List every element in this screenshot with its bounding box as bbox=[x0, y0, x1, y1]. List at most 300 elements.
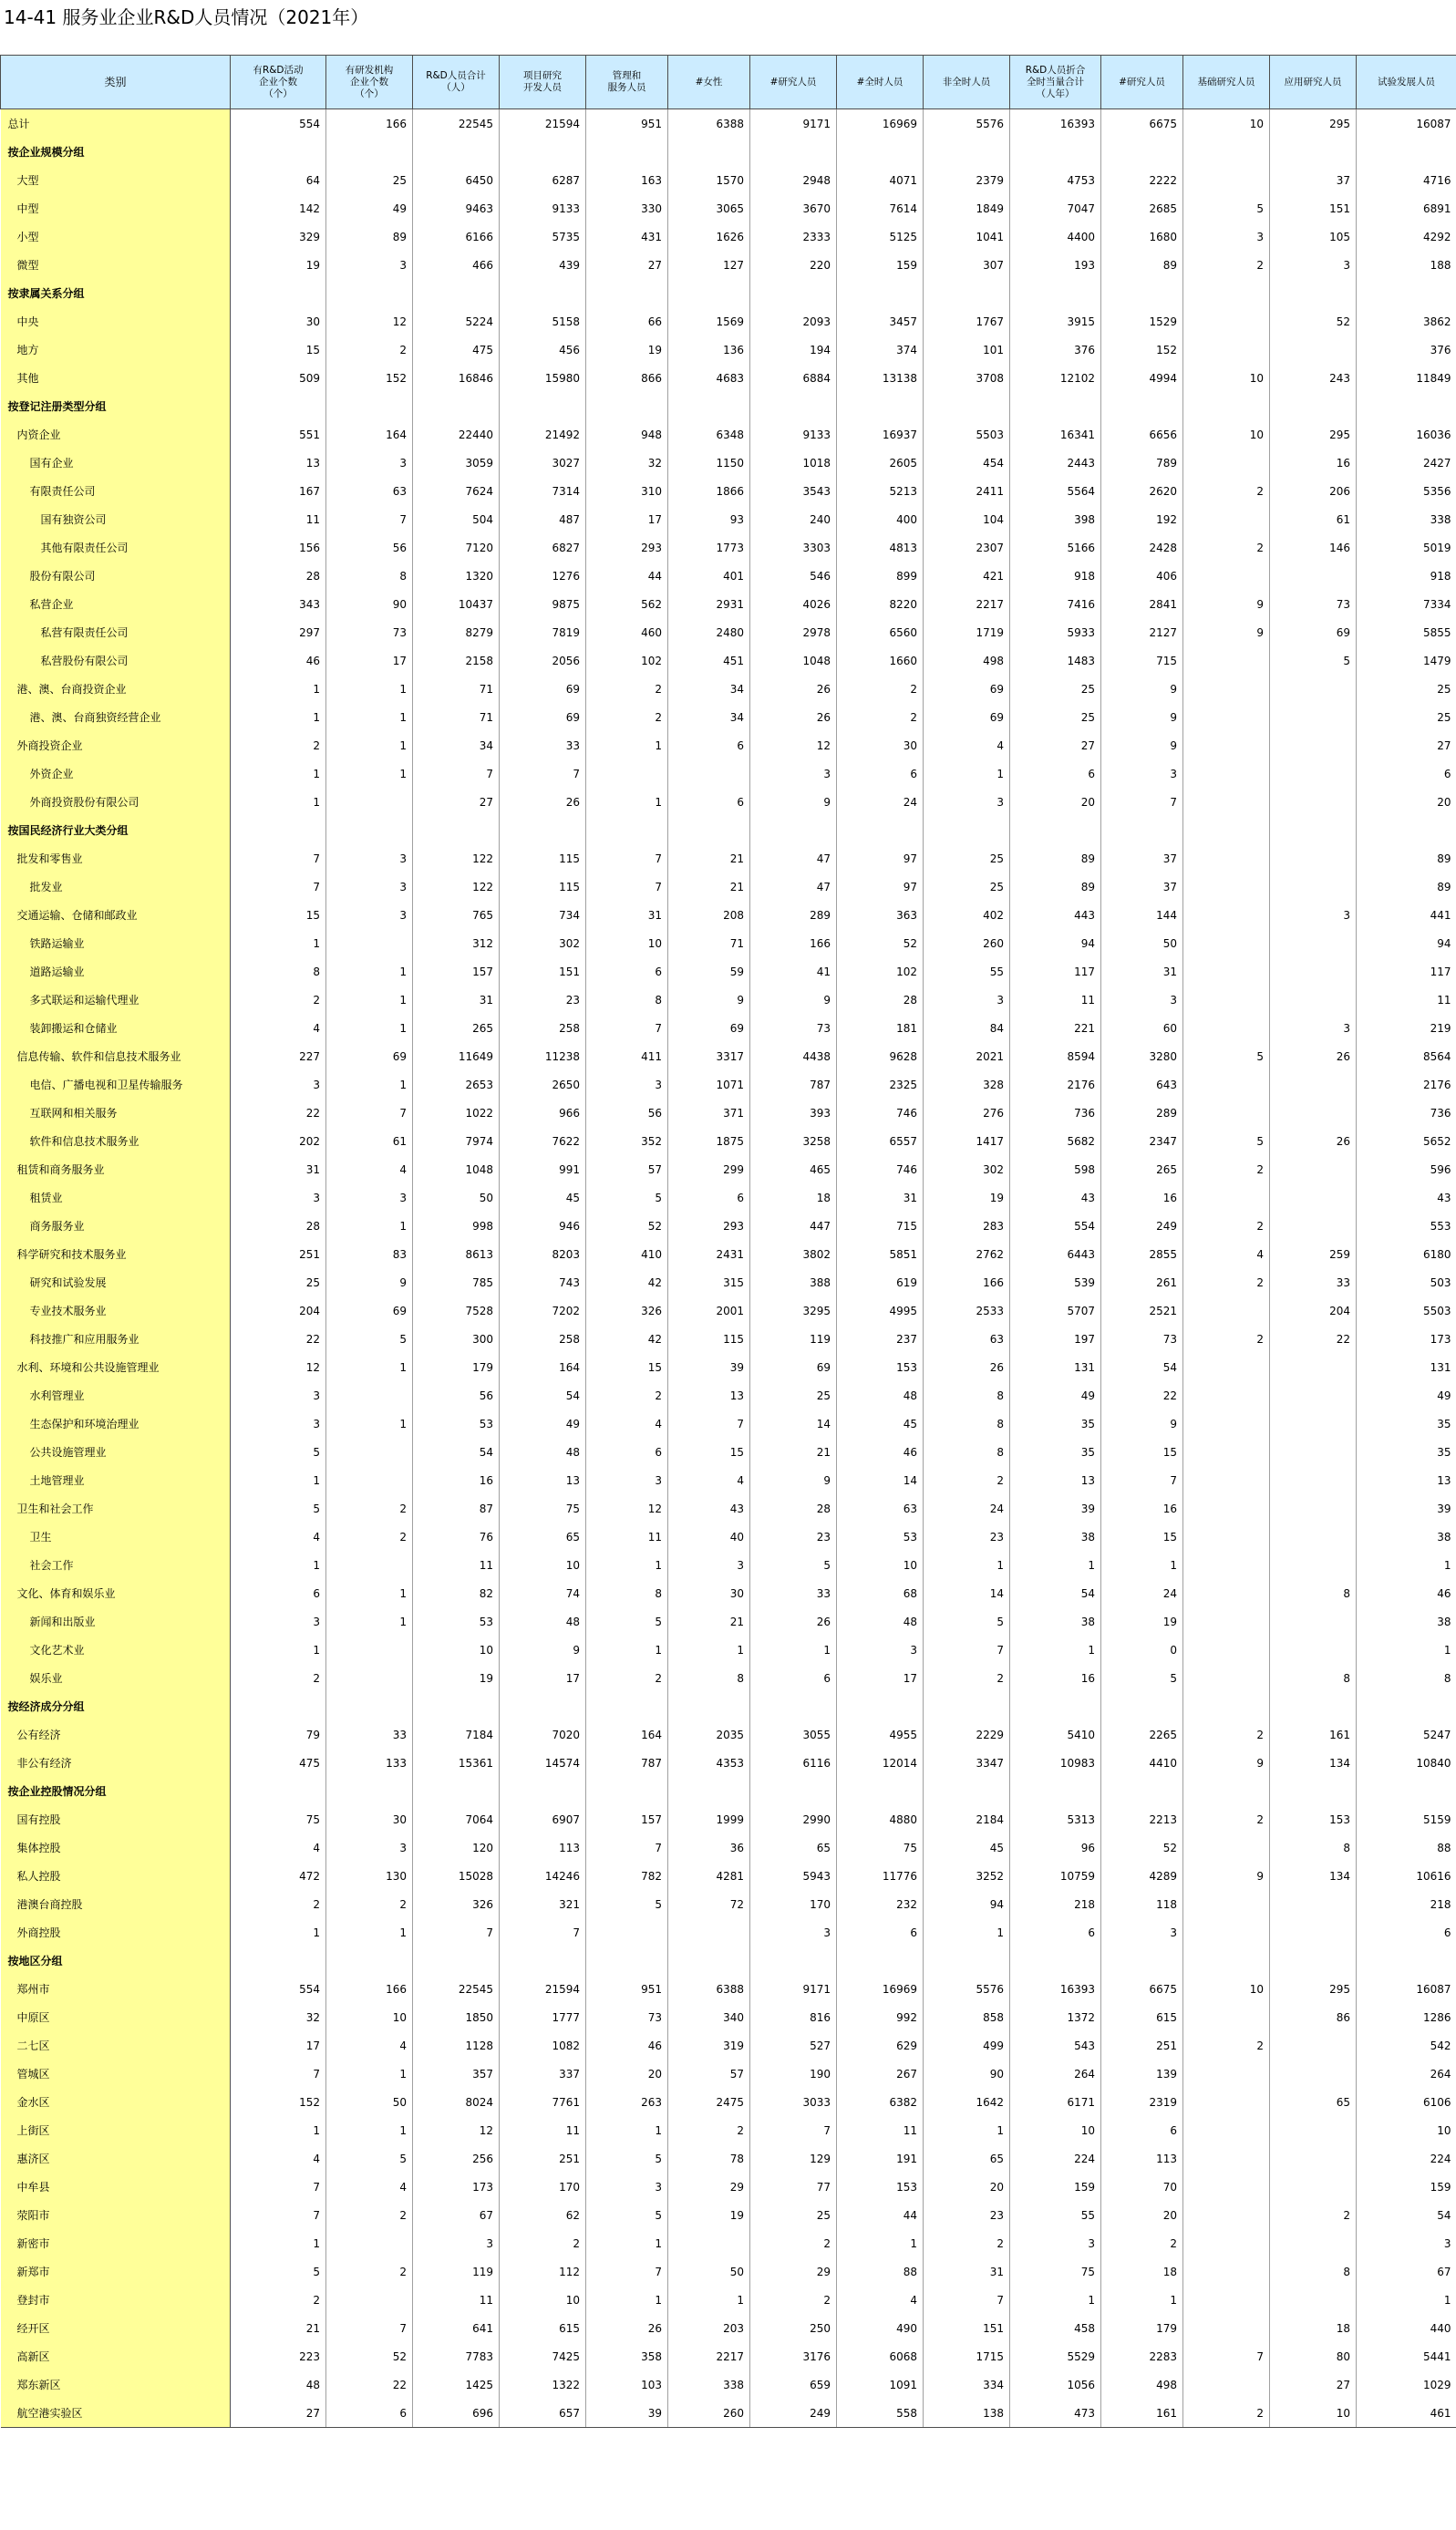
table-cell: 46 bbox=[586, 2031, 668, 2060]
table-cell: 79 bbox=[231, 1720, 326, 1749]
row-label: 卫生 bbox=[1, 1523, 231, 1551]
table-cell: 204 bbox=[231, 1296, 326, 1325]
table-cell: 7 bbox=[326, 1099, 413, 1127]
table-cell bbox=[326, 1466, 413, 1494]
table-cell: 6 bbox=[1010, 1918, 1101, 1947]
row-label: 外资企业 bbox=[1, 759, 231, 788]
table-cell: 25 bbox=[750, 1381, 837, 1410]
table-cell: 2 bbox=[231, 731, 326, 759]
table-cell bbox=[1270, 2173, 1357, 2201]
table-cell: 2 bbox=[1183, 251, 1270, 279]
table-cell: 8024 bbox=[413, 2088, 500, 2116]
table-cell: 991 bbox=[500, 1155, 586, 1183]
table-cell: 153 bbox=[837, 2173, 924, 2201]
table-cell: 45 bbox=[500, 1183, 586, 1212]
table-cell bbox=[837, 392, 924, 420]
table-cell: 1 bbox=[837, 2229, 924, 2257]
table-cell: 5 bbox=[586, 1890, 668, 1918]
table-row bbox=[1, 1862, 1456, 1890]
table-cell: 72 bbox=[668, 1890, 750, 1918]
table-cell: 1483 bbox=[1010, 646, 1101, 675]
table-cell: 170 bbox=[500, 2173, 586, 2201]
table-cell: 7 bbox=[924, 1636, 1010, 1664]
table-cell: 490 bbox=[837, 2314, 924, 2342]
table-cell: 73 bbox=[1101, 1325, 1183, 1353]
table-cell: 50 bbox=[668, 2257, 750, 2286]
table-cell bbox=[924, 1692, 1010, 1720]
table-cell: 30 bbox=[231, 307, 326, 336]
table-cell: 46 bbox=[1357, 1579, 1456, 1607]
table-cell: 337 bbox=[500, 2060, 586, 2088]
section-label: 按国民经济行业大类分组 bbox=[1, 816, 231, 844]
table-cell: 2443 bbox=[1010, 449, 1101, 477]
table-cell bbox=[1270, 279, 1357, 307]
table-cell: 21594 bbox=[500, 1975, 586, 2003]
table-cell: 1 bbox=[326, 1212, 413, 1240]
table-cell: 6166 bbox=[413, 222, 500, 251]
table-cell: 1 bbox=[1010, 1551, 1101, 1579]
table-cell bbox=[1183, 731, 1270, 759]
table-cell: 10 bbox=[1183, 1975, 1270, 2003]
table-cell: 2265 bbox=[1101, 1720, 1183, 1749]
table-cell: 82 bbox=[413, 1579, 500, 1607]
table-cell: 6106 bbox=[1357, 2088, 1456, 2116]
table-cell: 69 bbox=[500, 675, 586, 703]
table-cell: 2222 bbox=[1101, 166, 1183, 194]
table-cell bbox=[668, 2229, 750, 2257]
row-label: 商务服务业 bbox=[1, 1212, 231, 1240]
table-cell: 151 bbox=[500, 957, 586, 986]
table-row bbox=[1, 590, 1456, 618]
table-cell: 4716 bbox=[1357, 166, 1456, 194]
table-cell: 103 bbox=[586, 2370, 668, 2399]
table-cell: 31 bbox=[586, 901, 668, 929]
table-cell: 3 bbox=[326, 1833, 413, 1862]
table-cell: 8 bbox=[1270, 1833, 1357, 1862]
table-cell: 63 bbox=[837, 1494, 924, 1523]
table-cell: 458 bbox=[1010, 2314, 1101, 2342]
table-cell: 2475 bbox=[668, 2088, 750, 2116]
table-cell: 6 bbox=[1101, 2116, 1183, 2144]
table-cell: 22 bbox=[231, 1099, 326, 1127]
table-cell: 554 bbox=[1010, 1212, 1101, 1240]
table-cell: 3 bbox=[837, 1636, 924, 1664]
table-cell: 119 bbox=[750, 1325, 837, 1353]
table-cell: 227 bbox=[231, 1042, 326, 1070]
table-cell: 220 bbox=[750, 251, 837, 279]
table-cell: 39 bbox=[586, 2399, 668, 2428]
table-cell: 4 bbox=[231, 1523, 326, 1551]
table-cell: 2762 bbox=[924, 1240, 1010, 1268]
table-cell: 1 bbox=[231, 675, 326, 703]
table-cell: 265 bbox=[1101, 1155, 1183, 1183]
row-label: 土地管理业 bbox=[1, 1466, 231, 1494]
table-cell bbox=[1101, 392, 1183, 420]
table-cell bbox=[837, 816, 924, 844]
table-cell: 6891 bbox=[1357, 194, 1456, 222]
table-cell: 6 bbox=[1357, 1918, 1456, 1947]
table-cell bbox=[231, 1947, 326, 1975]
table-cell: 554 bbox=[231, 1975, 326, 2003]
table-cell: 1417 bbox=[924, 1127, 1010, 1155]
table-cell: 328 bbox=[924, 1070, 1010, 1099]
table-cell: 297 bbox=[231, 618, 326, 646]
row-label: 批发和零售业 bbox=[1, 844, 231, 873]
table-cell: 2056 bbox=[500, 646, 586, 675]
table-cell: 7184 bbox=[413, 1720, 500, 1749]
table-cell bbox=[1270, 1410, 1357, 1438]
table-row bbox=[1, 675, 1456, 703]
table-cell: 283 bbox=[924, 1212, 1010, 1240]
table-cell: 2 bbox=[586, 703, 668, 731]
table-cell: 16969 bbox=[837, 109, 924, 139]
row-label: 娱乐业 bbox=[1, 1664, 231, 1692]
table-cell: 10759 bbox=[1010, 1862, 1101, 1890]
row-label: 小型 bbox=[1, 222, 231, 251]
table-cell: 3 bbox=[326, 901, 413, 929]
table-cell: 3252 bbox=[924, 1862, 1010, 1890]
table-cell bbox=[668, 279, 750, 307]
table-cell: 785 bbox=[413, 1268, 500, 1296]
table-row bbox=[1, 2399, 1456, 2428]
table-cell: 157 bbox=[586, 1805, 668, 1833]
table-cell bbox=[1183, 2257, 1270, 2286]
table-cell: 16036 bbox=[1357, 420, 1456, 449]
table-cell: 42 bbox=[586, 1268, 668, 1296]
table-cell bbox=[326, 279, 413, 307]
table-cell: 22 bbox=[326, 2370, 413, 2399]
table-cell: 164 bbox=[326, 420, 413, 449]
table-cell: 21 bbox=[750, 1438, 837, 1466]
table-cell: 202 bbox=[231, 1127, 326, 1155]
table-cell: 117 bbox=[1010, 957, 1101, 986]
table-cell bbox=[1270, 1918, 1357, 1947]
table-cell: 1 bbox=[1010, 1636, 1101, 1664]
table-cell: 866 bbox=[586, 364, 668, 392]
row-label: 有限责任公司 bbox=[1, 477, 231, 505]
table-cell: 25 bbox=[231, 1268, 326, 1296]
row-label: 文化艺术业 bbox=[1, 1636, 231, 1664]
table-cell: 12 bbox=[231, 1353, 326, 1381]
table-cell: 2685 bbox=[1101, 194, 1183, 222]
column-header: #女性 bbox=[668, 56, 750, 109]
table-cell: 4 bbox=[924, 731, 1010, 759]
table-cell bbox=[1183, 816, 1270, 844]
table-cell: 1999 bbox=[668, 1805, 750, 1833]
table-cell: 2 bbox=[750, 2229, 837, 2257]
table-cell: 6348 bbox=[668, 420, 750, 449]
table-cell: 948 bbox=[586, 420, 668, 449]
table-cell: 152 bbox=[231, 2088, 326, 2116]
table-cell: 5410 bbox=[1010, 1720, 1101, 1749]
table-cell: 6675 bbox=[1101, 109, 1183, 139]
column-header: R&D人员合计 （人） bbox=[413, 56, 500, 109]
table-cell: 2 bbox=[1183, 1268, 1270, 1296]
table-cell: 1322 bbox=[500, 2370, 586, 2399]
table-cell: 7 bbox=[586, 873, 668, 901]
table-cell bbox=[500, 1692, 586, 1720]
table-cell bbox=[750, 392, 837, 420]
table-cell: 2127 bbox=[1101, 618, 1183, 646]
section-label: 按企业规模分组 bbox=[1, 138, 231, 166]
table-cell: 3 bbox=[750, 759, 837, 788]
table-cell: 5247 bbox=[1357, 1720, 1456, 1749]
table-cell: 918 bbox=[1010, 562, 1101, 590]
section-header-row bbox=[1, 1692, 1456, 1720]
table-cell: 11649 bbox=[413, 1042, 500, 1070]
table-cell: 2021 bbox=[924, 1042, 1010, 1070]
table-cell: 5576 bbox=[924, 1975, 1010, 2003]
table-cell bbox=[1183, 1890, 1270, 1918]
table-cell bbox=[1183, 759, 1270, 788]
table-cell bbox=[668, 759, 750, 788]
table-cell: 289 bbox=[750, 901, 837, 929]
table-cell: 2 bbox=[924, 1466, 1010, 1494]
table-row bbox=[1, 2003, 1456, 2031]
table-cell: 509 bbox=[231, 364, 326, 392]
table-cell: 3915 bbox=[1010, 307, 1101, 336]
table-cell: 120 bbox=[413, 1833, 500, 1862]
table-cell: 6 bbox=[837, 1918, 924, 1947]
table-cell: 75 bbox=[837, 1833, 924, 1862]
table-cell: 1642 bbox=[924, 2088, 1010, 2116]
table-cell bbox=[413, 816, 500, 844]
table-cell bbox=[586, 392, 668, 420]
table-cell: 2307 bbox=[924, 533, 1010, 562]
table-cell bbox=[1270, 2060, 1357, 2088]
table-cell: 3065 bbox=[668, 194, 750, 222]
table-cell: 5943 bbox=[750, 1862, 837, 1890]
table-row bbox=[1, 2116, 1456, 2144]
table-cell bbox=[1183, 1381, 1270, 1410]
table-cell: 66 bbox=[586, 307, 668, 336]
table-cell: 11 bbox=[413, 2286, 500, 2314]
table-cell: 8 bbox=[924, 1410, 1010, 1438]
table-cell bbox=[1183, 1777, 1270, 1805]
row-label: 铁路运输业 bbox=[1, 929, 231, 957]
table-cell: 736 bbox=[1357, 1099, 1456, 1127]
table-cell: 30 bbox=[837, 731, 924, 759]
table-cell: 542 bbox=[1357, 2031, 1456, 2060]
table-cell: 194 bbox=[750, 336, 837, 364]
table-cell: 456 bbox=[500, 336, 586, 364]
table-cell: 47 bbox=[750, 873, 837, 901]
table-cell: 71 bbox=[668, 929, 750, 957]
table-cell: 5529 bbox=[1010, 2342, 1101, 2370]
table-cell bbox=[750, 138, 837, 166]
table-cell: 8 bbox=[231, 957, 326, 986]
table-cell: 4683 bbox=[668, 364, 750, 392]
table-cell: 2 bbox=[326, 1523, 413, 1551]
table-cell bbox=[1270, 336, 1357, 364]
table-cell bbox=[413, 138, 500, 166]
row-label: 新闻和出版业 bbox=[1, 1607, 231, 1636]
table-cell: 2 bbox=[1183, 1212, 1270, 1240]
table-cell: 598 bbox=[1010, 1155, 1101, 1183]
table-cell: 52 bbox=[1101, 1833, 1183, 1862]
table-cell: 3 bbox=[326, 1183, 413, 1212]
table-cell: 27 bbox=[231, 2399, 326, 2428]
table-cell: 118 bbox=[1101, 1890, 1183, 1918]
table-cell: 3 bbox=[231, 1607, 326, 1636]
table-cell: 166 bbox=[924, 1268, 1010, 1296]
table-cell: 918 bbox=[1357, 562, 1456, 590]
table-cell bbox=[1183, 1523, 1270, 1551]
table-cell: 181 bbox=[837, 1014, 924, 1042]
table-row bbox=[1, 2088, 1456, 2116]
table-cell: 4955 bbox=[837, 1720, 924, 1749]
table-cell: 153 bbox=[1270, 1805, 1357, 1833]
table-cell: 97 bbox=[837, 873, 924, 901]
table-cell: 8 bbox=[1270, 2257, 1357, 2286]
table-row bbox=[1, 1183, 1456, 1212]
table-cell bbox=[231, 392, 326, 420]
table-cell: 554 bbox=[231, 109, 326, 139]
table-cell: 48 bbox=[500, 1607, 586, 1636]
table-cell: 10 bbox=[586, 929, 668, 957]
table-cell: 992 bbox=[837, 2003, 924, 2031]
table-cell: 1 bbox=[326, 675, 413, 703]
table-cell: 398 bbox=[1010, 505, 1101, 533]
table-cell: 89 bbox=[1357, 873, 1456, 901]
table-header-row bbox=[1, 56, 1456, 109]
table-cell bbox=[1183, 646, 1270, 675]
row-label: 中牟县 bbox=[1, 2173, 231, 2201]
table-cell: 115 bbox=[668, 1325, 750, 1353]
table-cell: 16341 bbox=[1010, 420, 1101, 449]
table-cell: 352 bbox=[586, 1127, 668, 1155]
table-cell: 9171 bbox=[750, 1975, 837, 2003]
table-cell: 12 bbox=[326, 307, 413, 336]
table-cell: 8 bbox=[586, 1579, 668, 1607]
table-cell: 260 bbox=[924, 929, 1010, 957]
table-row bbox=[1, 929, 1456, 957]
row-label: 港、澳、台商投资企业 bbox=[1, 675, 231, 703]
table-cell: 21 bbox=[668, 844, 750, 873]
table-cell: 357 bbox=[413, 2060, 500, 2088]
row-label: 港、澳、台商独资经营企业 bbox=[1, 703, 231, 731]
table-cell: 440 bbox=[1357, 2314, 1456, 2342]
table-cell bbox=[1357, 279, 1456, 307]
table-cell: 539 bbox=[1010, 1268, 1101, 1296]
table-cell: 31 bbox=[231, 1155, 326, 1183]
table-cell: 22 bbox=[1270, 1325, 1357, 1353]
table-cell: 52 bbox=[1270, 307, 1357, 336]
table-cell bbox=[1183, 986, 1270, 1014]
table-cell: 3 bbox=[1270, 1014, 1357, 1042]
table-cell: 17 bbox=[500, 1664, 586, 1692]
table-cell: 12014 bbox=[837, 1749, 924, 1777]
table-cell: 59 bbox=[668, 957, 750, 986]
table-cell: 13 bbox=[500, 1466, 586, 1494]
table-cell: 28 bbox=[837, 986, 924, 1014]
table-cell: 26 bbox=[1270, 1042, 1357, 1070]
table-row bbox=[1, 1975, 1456, 2003]
row-label: 电信、广播电视和卫星传输服务 bbox=[1, 1070, 231, 1099]
table-cell: 57 bbox=[586, 1155, 668, 1183]
table-cell: 146 bbox=[1270, 533, 1357, 562]
table-cell: 71 bbox=[413, 703, 500, 731]
table-cell: 11 bbox=[500, 2116, 586, 2144]
table-cell bbox=[500, 1947, 586, 1975]
section-header-row bbox=[1, 392, 1456, 420]
table-cell: 8 bbox=[924, 1381, 1010, 1410]
table-cell: 5855 bbox=[1357, 618, 1456, 646]
table-cell: 4071 bbox=[837, 166, 924, 194]
row-label: 荥阳市 bbox=[1, 2201, 231, 2229]
table-cell: 6 bbox=[837, 759, 924, 788]
row-label: 郑东新区 bbox=[1, 2370, 231, 2399]
table-cell: 9463 bbox=[413, 194, 500, 222]
table-cell: 4 bbox=[231, 1014, 326, 1042]
table-cell: 166 bbox=[326, 1975, 413, 2003]
table-cell: 302 bbox=[924, 1155, 1010, 1183]
table-cell: 16393 bbox=[1010, 1975, 1101, 2003]
row-label: 内资企业 bbox=[1, 420, 231, 449]
table-cell: 166 bbox=[326, 109, 413, 139]
table-cell: 2 bbox=[1183, 1325, 1270, 1353]
table-cell: 1570 bbox=[668, 166, 750, 194]
table-cell: 4813 bbox=[837, 533, 924, 562]
table-cell: 179 bbox=[413, 1353, 500, 1381]
table-cell bbox=[1183, 449, 1270, 477]
table-cell: 1091 bbox=[837, 2370, 924, 2399]
table-cell: 3 bbox=[231, 1410, 326, 1438]
table-cell bbox=[924, 1947, 1010, 1975]
table-cell: 34 bbox=[668, 703, 750, 731]
table-cell: 17 bbox=[586, 505, 668, 533]
table-cell: 2841 bbox=[1101, 590, 1183, 618]
table-cell: 5356 bbox=[1357, 477, 1456, 505]
table-cell: 22 bbox=[231, 1325, 326, 1353]
table-cell: 1715 bbox=[924, 2342, 1010, 2370]
table-cell: 56 bbox=[586, 1099, 668, 1127]
table-cell: 4289 bbox=[1101, 1862, 1183, 1890]
table-cell: 7334 bbox=[1357, 590, 1456, 618]
table-cell: 6388 bbox=[668, 109, 750, 139]
table-cell bbox=[924, 279, 1010, 307]
table-cell bbox=[750, 279, 837, 307]
table-cell: 5 bbox=[750, 1551, 837, 1579]
table-cell bbox=[924, 816, 1010, 844]
table-cell: 340 bbox=[668, 2003, 750, 2031]
table-cell: 330 bbox=[586, 194, 668, 222]
table-cell: 7 bbox=[413, 1918, 500, 1947]
table-cell: 68 bbox=[837, 1579, 924, 1607]
table-cell: 951 bbox=[586, 1975, 668, 2003]
column-header: 有R&D活动 企业个数 （个） bbox=[231, 56, 326, 109]
table-cell bbox=[413, 1777, 500, 1805]
table-cell: 153 bbox=[837, 1353, 924, 1381]
table-cell: 7 bbox=[500, 759, 586, 788]
table-cell: 7202 bbox=[500, 1296, 586, 1325]
table-row bbox=[1, 1099, 1456, 1127]
row-label: 研究和试验发展 bbox=[1, 1268, 231, 1296]
section-header-row bbox=[1, 1777, 1456, 1805]
column-header: 非全时人员 bbox=[924, 56, 1010, 109]
table-cell: 8564 bbox=[1357, 1042, 1456, 1070]
table-cell: 13138 bbox=[837, 364, 924, 392]
table-cell: 73 bbox=[586, 2003, 668, 2031]
table-cell: 8594 bbox=[1010, 1042, 1101, 1070]
table-cell: 21 bbox=[668, 1607, 750, 1636]
table-cell: 7314 bbox=[500, 477, 586, 505]
table-cell: 7 bbox=[500, 1918, 586, 1947]
table-cell: 2480 bbox=[668, 618, 750, 646]
table-cell: 9 bbox=[1183, 1862, 1270, 1890]
table-row bbox=[1, 2031, 1456, 2060]
table-cell: 48 bbox=[500, 1438, 586, 1466]
